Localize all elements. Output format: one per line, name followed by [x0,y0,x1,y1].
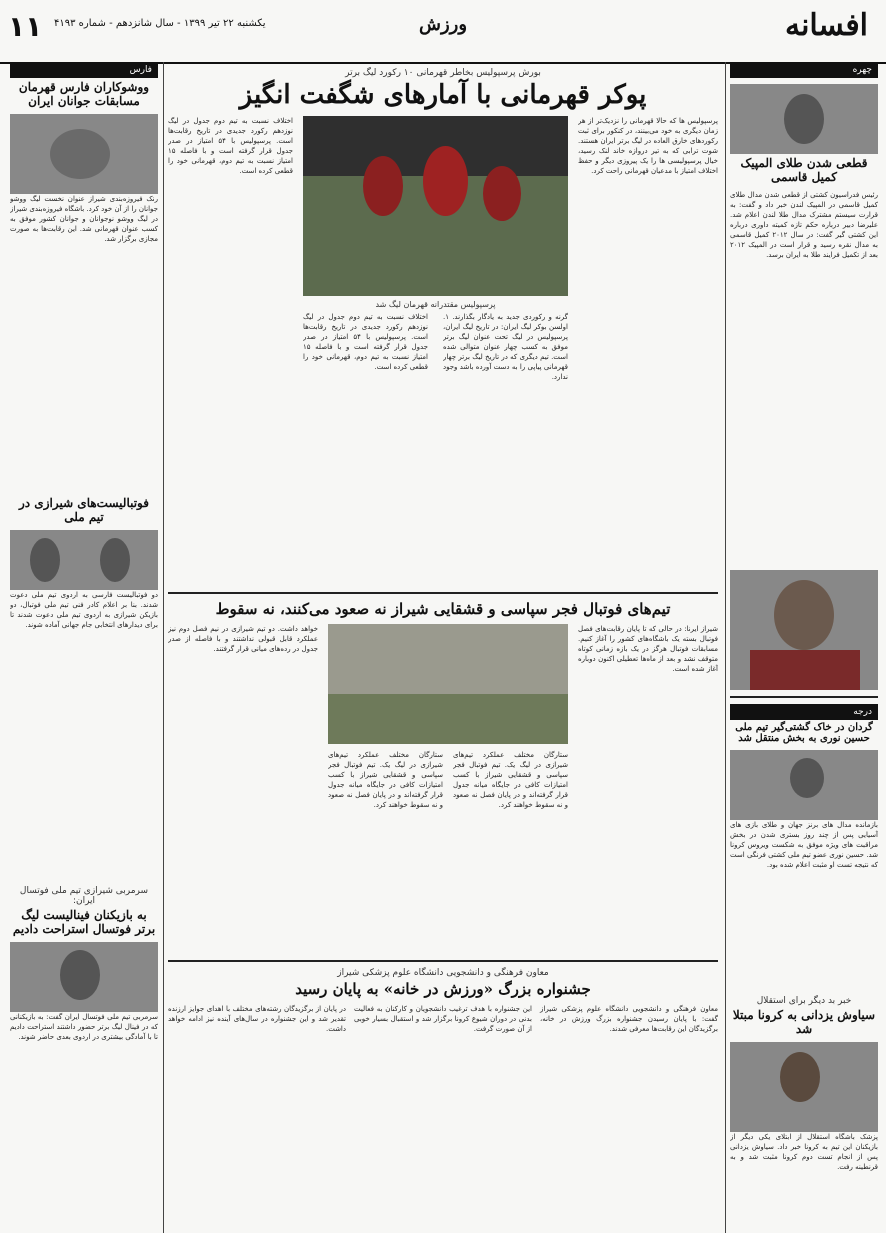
article-body: رنک فیروزه‌بندی شیراز عنوان نخست لیگ ووشو جوانان را از آن خود کرد. باشگاه فیروزه‌بندی شیراز در لیگ ووشو نوجوانان و جوانان کشور موفق به کسب عنوان قهرمانی شد. این رقابت‌ها به صورت مجازی برگزار شد. [10,195,158,243]
article-headline: به بازیکنان فینالیست لیگ برتر فوتسال استراحت دادیم [12,908,156,936]
column-divider [725,62,726,1233]
article-headline: فوتبالیست‌های شیرازی در تیم ملی [18,496,149,524]
page-number: ۱۱ [8,10,43,43]
section-title: ورزش [418,14,468,35]
article-body: این جشنواره با هدف ترغیب دانشجویان و کارکنان به فعالیت بدنی در دوران شیوع کرونا برگزار شد و استقبال بسیار خوبی از آن صورت گرفت. [354,1005,532,1033]
dateline: یکشنبه ۲۲ تیر ۱۳۹۹ - سال شانزدهم - شماره ۴۱۹۳ [54,18,266,29]
photo-caption: پرسپولیس مقتدرانه قهرمان لیگ شد [375,300,496,309]
newspaper-logo: افسانه [784,8,868,43]
wushu-photo [10,114,158,194]
coach-photo [10,942,158,1012]
article-kicker: سرمربی شیرازی تیم ملی فوتسال ایران: [19,886,149,906]
football-match-photo [328,624,568,744]
article-kicker: معاون فرهنگی و دانشجویی دانشگاه علوم پزشکی شیراز [337,968,549,978]
article-body: معاون فرهنگی و دانشجویی دانشگاه علوم پزشکی شیراز گفت: با پایان رسیدن جشنواره بزرگ ورزش در خانه، برگزیدگان این رقابت‌ها معرفی شدند. [540,1005,718,1033]
footballers-photo [10,530,158,590]
article-body: ستارگان مختلف عملکرد تیم‌های شیرازی در لیگ یک. تیم فوتبال فجر سپاسی و قشقایی شیراز با کسب امتیازات کافی در جایگاه میانه جدول قرار گرفته‌اند و در پایان فصل نه صعود و نه سقوط خواهند کرد. [453,751,568,809]
left-column [10,62,158,1233]
article-headline: گردان در خاک گشتی‌گیر تیم ملی حسین نوری به بخش منتقل شد [735,722,873,744]
article-body: اختلاف نسبت به تیم دوم جدول در لیگ نوزدهم رکورد جدیدی در تاریخ رقابت‌ها است. پرسپولیس با ۵۴ امتیاز در صدر جدول قرار گرفته است و با فاصله ۱۵ امتیاز نسبت به تیم دوم، قهرمانی خود را قطعی کرده است. [303,313,428,371]
article-body: گرنه و رکوردی جدید به یادگار بگذارند. ۱. اولسن بوکر لیگ ایران: در تاریخ لیگ ایران، پرسپولیس در لیگ تحت عنوان لیگ برتر موفق به کسب چهار عنوان متوالی شده است. تیم دیگری که در تاریخ لیگ برتر چهار قهرمانی پیاپی را به دست آورده باشد وجود ندارد. [443,313,568,381]
divider [168,960,718,962]
article-kicker: خبر بد دیگر برای استقلال [756,996,852,1006]
masthead [0,0,886,64]
article-headline: ووشوکاران فارس قهرمان مسابقات جوانان ایران [18,80,150,108]
article-kicker: بورش پرسپولیس بخاطر قهرمانی ۱۰ رکورد لیگ برتر [345,68,541,78]
column-label: درجه [730,704,878,720]
team-celebration-photo [303,116,568,296]
article-body: اختلاف نسبت به تیم دوم جدول در لیگ نوزدهم رکورد جدیدی در تاریخ رقابت‌ها است. پرسپولیس با ۵۴ امتیاز در صدر جدول قرار گرفته است و با فاصله ۱۵ امتیاز نسبت به تیم دوم، قهرمانی خود را قطعی کرده است. [168,117,293,175]
article-body: بازمانده مدال های برنز جهان و طلای بازی های آسیایی پس از چند روز بستری شدن در بخش مراقبت های ویژه موفق به شکست ویروس کرونا شد. حسین نوری عضو تیم ملی کشتی فرنگی است که نتیجه تست او مثبت اعلام شده بود. [730,821,878,869]
article-body: پرسپولیس ها که حالا قهرمانی را نزدیک‌تر از هر زمان دیگری به خود می‌بینند، در کنکور برای ثبت رکوردهای خارق العاده در لیگ برتر ایران هستند. شوت ترابی که به تیر دروازه خاند لنک رسید، خیال پرسپولیسی ها را یک پیروزی دیگر و حفظ اختلاف امتیاز با مدعیان قهرمانی راحت کرد. [578,117,718,175]
divider [168,592,718,594]
article-headline: قطعی شدن طلای المپیک کمیل قاسمی [740,156,868,184]
article-headline: پوکر قهرمانی با آمارهای شگفت انگیز [239,80,647,110]
wrestler-photo [730,570,878,690]
article-body: در پایان از برگزیدگان رشته‌های مختلف با اهدای جوایز ارزنده تقدیر شد و این جشنواره در سال‌های آینده نیز ادامه خواهد داشت. [168,1005,346,1033]
main-column [168,62,718,1233]
article-headline: تیم‌های فوتبال فجر سپاسی و قشقایی شیراز نه صعود می‌کنند، نه سقوط [215,600,671,618]
article-body: رئیس فدراسیون کشتی از قطعی شدن مدال طلای کمیل قاسمی در المپیک لندن خبر داد و گفت: به قرارت سیستم مشترک مدال طلا لندن اعلام شد. علیرضا دبیر درباره حکم تازه کمیته داوری درباره این کشتی گیر گفت: در سال ۲۰۱۲ کمیل قاسمی به مدال نقره رسید و قرار است در المپیک ۲۰۱۲ بعد از تکمیل فرایند طلا به ایران برسد. [730,191,878,259]
article-headline: سیاوش یزدانی به کرونا مبتلا شد [732,1008,876,1036]
column-label: فارس [10,62,158,78]
article-body: سرمربی تیم ملی فوتسال ایران گفت: به بازیکنانی که در فینال لیگ برتر حضور داشتند استراحت دادیم تا با آمادگی بیشتری در اردوی بعدی حاضر شوند. [10,1013,158,1041]
divider [730,696,878,698]
right-column [730,62,878,1233]
article-body: دو فوتبالیست فارسی به اردوی تیم ملی دعوت شدند. بنا بر اعلام کادر فنی تیم ملی فوتبال، دو بازیکن شیرازی به اردوی تیم ملی دعوت شدند تا برای دیدارهای انتخابی جام جهانی آماده شوند. [10,591,158,629]
article-headline: جشنواره بزرگ «ورزش در خانه» به پایان رسید [295,980,591,998]
portrait-photo [730,84,878,154]
player-photo [730,1042,878,1132]
wrestler-photo [730,750,878,820]
article-body: خواهد داشت. دو تیم شیرازی در نیم فصل دوم نیز عملکرد قابل قبولی نداشتند و با فاصله از صدر جدول در رده‌های میانی قرار گرفتند. [168,625,318,653]
article-body: ستارگان مختلف عملکرد تیم‌های شیرازی در لیگ یک. تیم فوتبال فجر سپاسی و قشقایی شیراز با کسب امتیازات کافی در جایگاه میانه جدول قرار گرفته‌اند و در پایان فصل نه صعود و نه سقوط خواهند کرد. [328,751,443,809]
article-body: پزشک باشگاه استقلال از ابتلای یکی دیگر از بازیکنان این تیم به کرونا خبر داد. سیاوش یزدانی پس از انجام تست دوم کرونا مثبت شد و به قرنطینه رفت. [730,1133,878,1171]
article-body: شیراز ایرنا: در حالی که تا پایان رقابت‌های فصل فوتبال بسته یک باشگاه‌های کشور را آغاز کنیم. مسابقات فوتبال هرگز در یک بازه زمانی کوتاه متوقف نشد و بعد از ماه‌ها تعطیلی اکنون دوباره آغاز شده است. [578,625,718,673]
column-divider [163,62,164,1233]
column-label: چهره [730,62,878,78]
